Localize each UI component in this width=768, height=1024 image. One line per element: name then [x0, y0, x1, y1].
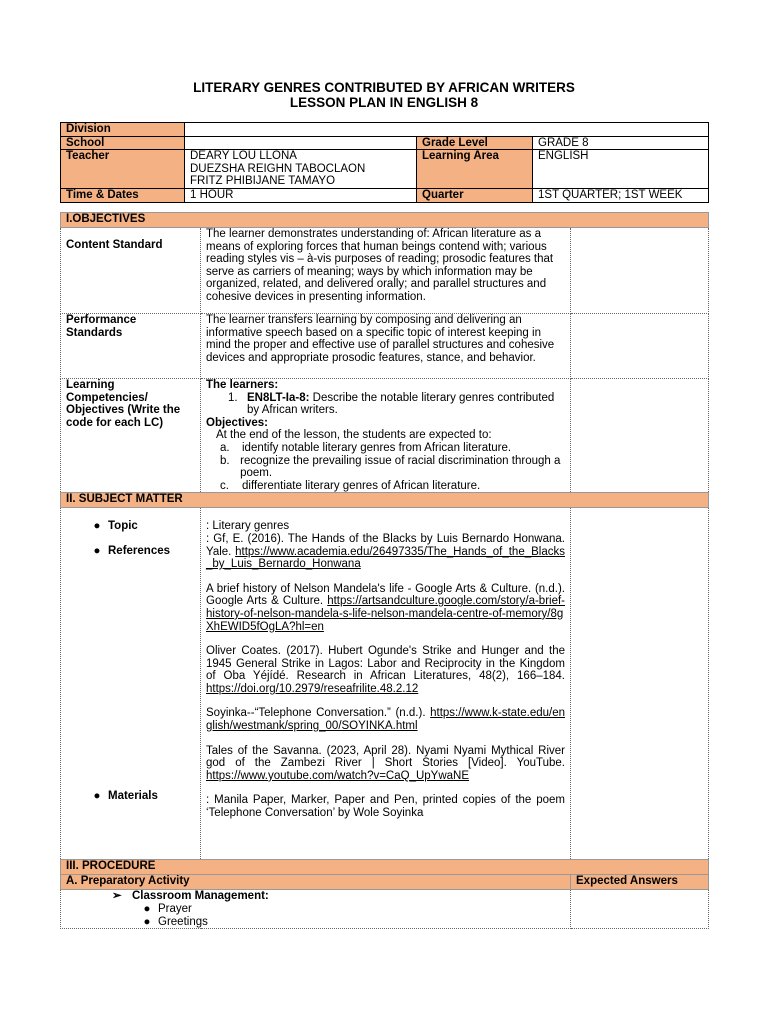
objective-a: identify notable literary genres from African literature.	[242, 441, 512, 454]
performance-standards-notes	[571, 314, 709, 379]
expected-answers-heading: Expected Answers	[571, 875, 709, 890]
reference-3-text: Oliver Coates. (2017). Hubert Ogunde's Strike and Hunger and the 1945 General Strike in Lagos: Labor and Reciprocity in the Kingdom of Oba Yéjídé. Research in African Literatures, 48(2), 166–184.	[206, 645, 565, 683]
reference-1-text: : Gf, E. (2016). The Hands of the Blacks by Luis Bernardo Honwana. Yale.	[206, 532, 565, 558]
reference-5-text: Tales of the Savanna. (2023, April 28). Nyami Nyami Mythical River god of the Zambezi River | Short Stories [Video]. YouTube.	[206, 744, 565, 770]
quarter-value: 1ST QUARTER; 1ST WEEK	[533, 188, 709, 202]
objective-a-marker: a.	[220, 441, 230, 454]
objective-c: differentiate literary genres of African literature.	[242, 479, 481, 492]
learning-competencies-label: Learning Competencies/ Objectives (Write the code for each LC)	[61, 379, 201, 493]
procedure-item: Greetings	[158, 915, 208, 928]
learning-area-value: ENGLISH	[533, 150, 709, 189]
subject-matter-content	[201, 508, 571, 860]
reference-3-link[interactable]: https://doi.org/10.2979/reseafrilite.48.2.12	[206, 682, 419, 695]
lc-text: Describe the notable literary genres contributed by African writers.	[247, 391, 555, 417]
content-standard-notes	[571, 228, 709, 314]
objective-b: recognize the prevailing issue of racial discrimination through a poem.	[240, 454, 561, 480]
learners-heading: The learners:	[206, 379, 279, 391]
subject-matter-heading: II. SUBJECT MATTER	[61, 493, 709, 508]
lesson-info-table	[60, 122, 709, 203]
reference-4-text: Soyinka--“Telephone Conversation.” (n.d.).	[206, 707, 426, 720]
learning-competencies-notes	[571, 379, 709, 493]
expected-answers-cell	[571, 890, 709, 929]
school-value	[185, 136, 417, 150]
materials-value: : Manila Paper, Marker, Paper and Pen, printed copies of the poem ‘Telephone Conversation’ by Wole Soyinka	[206, 794, 565, 820]
lesson-plan-table	[60, 212, 709, 929]
objective-c-marker: c.	[220, 479, 229, 492]
subject-matter-labels	[61, 508, 201, 860]
content-standard-label: Content Standard	[61, 228, 201, 314]
references-label: References	[108, 544, 171, 557]
procedure-heading: III. PROCEDURE	[61, 860, 709, 875]
lc-code: EN8LT-Ia-8:	[247, 391, 310, 404]
content-standard-text: The learner demonstrates understanding of: African literature as a means of exploring forces that human beings contend with; various reading styles vis – à-vis purposes of reading; prosodic features that serve as carriers of meaning; ways by which information may be organized, related, and delivered orally; and parallel structures and cohesive devices in presenting information.	[201, 228, 571, 314]
subject-matter-notes	[571, 508, 709, 860]
teacher-name: FRITZ PHIBIJANE TAMAYO	[190, 175, 336, 188]
division-label: Division	[61, 123, 185, 137]
bullet-icon: ●	[93, 789, 101, 802]
document-title: LITERARY GENRES CONTRIBUTED BY AFRICAN WRITERS	[193, 80, 575, 95]
grade-level-value: GRADE 8	[533, 136, 709, 150]
classroom-management-label: Classroom Management:	[132, 890, 269, 903]
document-subtitle: LESSON PLAN IN ENGLISH 8	[289, 95, 479, 110]
time-dates-value: 1 HOUR	[185, 188, 417, 202]
preparatory-activity-content	[61, 890, 571, 929]
teacher-names	[185, 150, 417, 189]
lc-number: 1.	[228, 391, 238, 404]
school-label: School	[61, 136, 185, 150]
bullet-icon: ●	[143, 915, 151, 928]
bullet-icon: ●	[143, 902, 151, 915]
objectives-subheading: Objectives:	[206, 416, 268, 429]
materials-label: Materials	[108, 789, 158, 802]
objectives-intro: At the end of the lesson, the students are expected to:	[216, 429, 492, 442]
reference-4-link[interactable]: https://www.k-state.edu/english/westmank/spring_00/SOYINKA.html	[206, 707, 565, 733]
preparatory-activity-heading: A. Preparatory Activity	[61, 875, 571, 890]
teacher-name: DEARY LOU LLONA	[190, 150, 297, 163]
bullet-icon: ●	[93, 544, 101, 557]
procedure-item: Prayer	[158, 902, 192, 915]
quarter-label: Quarter	[417, 188, 533, 202]
division-value	[185, 123, 709, 137]
learning-competencies-content	[201, 379, 571, 493]
arrow-bullet-icon: ➢	[112, 890, 122, 903]
reference-1-link[interactable]: https://www.academia.edu/26497335/The_Hands_of_the_Blacks_by_Luis_Bernardo_Honwana	[206, 545, 565, 571]
topic-value: : Literary genres	[206, 520, 290, 533]
learning-area-label: Learning Area	[417, 150, 533, 189]
time-dates-label: Time & Dates	[61, 188, 185, 202]
grade-level-label: Grade Level	[417, 136, 533, 150]
teacher-name: DUEZSHA REIGHN TABOCLAON	[190, 162, 366, 175]
objectives-heading: I.OBJECTIVES	[61, 213, 709, 228]
reference-5-link[interactable]: https://www.youtube.com/watch?v=CaQ_UpYwaNE	[206, 769, 470, 782]
topic-label: Topic	[108, 520, 138, 533]
reference-2-link[interactable]: https://artsandculture.google.com/story/a-brief-history-of-nelson-mandela-s-life-nelson-mandela-centre-of-memory/8gXhEWID5fOgLA?hl=en	[206, 595, 565, 633]
bullet-icon: ●	[93, 520, 101, 533]
reference-2-text: A brief history of Nelson Mandela's life - Google Arts & Culture. (n.d.). Google Arts & Culture.	[206, 582, 565, 608]
performance-standards-text: The learner transfers learning by composing and delivering an informative speech based on a specific topic of interest keeping in mind the proper and effective use of parallel structures and cohesive devices and appropriate prosodic features, stance, and behavior.	[201, 314, 571, 379]
teacher-label: Teacher	[61, 150, 185, 189]
performance-standards-label: Performance Standards	[61, 314, 201, 379]
objective-b-marker: b.	[220, 454, 230, 467]
